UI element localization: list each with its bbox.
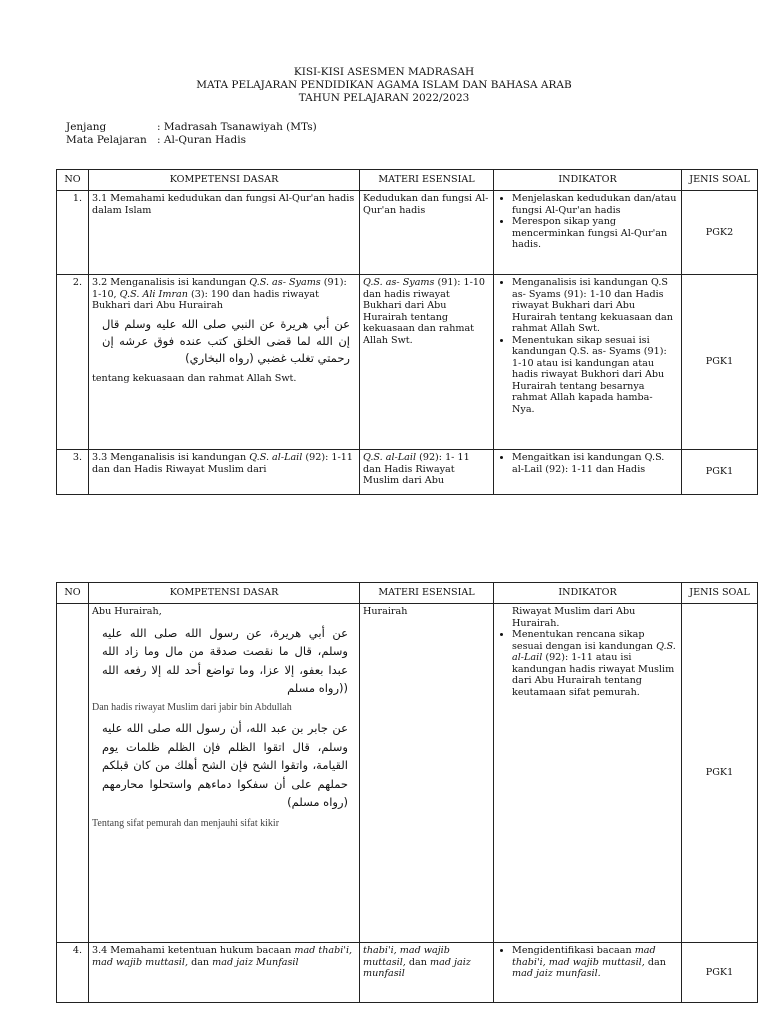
indikator-item bbox=[512, 945, 678, 980]
materi-term: mad jaiz munfasil bbox=[363, 956, 471, 979]
ind-text: dan bbox=[647, 956, 666, 968]
materi-cell: Hurairah bbox=[360, 604, 494, 943]
jenis-soal: PGK2 bbox=[682, 191, 758, 275]
materi-cell bbox=[360, 943, 494, 1003]
jenis-soal: PGK1 bbox=[682, 604, 758, 943]
kd-surah: Q.S. as- Syams bbox=[249, 277, 321, 288]
kd-surah: Q.S. Ali Imran bbox=[119, 288, 188, 300]
kd-text: 3.4 Memahami ketentuan hukum bacaan bbox=[92, 945, 292, 956]
table-row bbox=[57, 191, 758, 275]
kompetensi-cell bbox=[89, 604, 360, 943]
jenjang-value: : Madrasah Tsanawiyah (MTs) bbox=[157, 121, 317, 133]
col-jenis: JENIS SOAL bbox=[682, 583, 758, 604]
hadith-caption: Tentang sifat pemurah dan menjauhi sifat kikir bbox=[92, 817, 280, 829]
indikator-item: • Menganalisis isi kandungan Q.S as- Syams (91): 1-10 dan Hadis riwayat Bukhari dari Abu Hurairah tentang kekuasaan dan rahmat Allah Swt. bbox=[512, 277, 678, 335]
row-number: 3. bbox=[57, 450, 89, 495]
indikator-item: • Menjelaskan kedudukan dan/atau fungsi Al-Qur'an hadis bbox=[512, 193, 678, 216]
table-row bbox=[57, 604, 758, 943]
row-number: 4. bbox=[57, 943, 89, 1003]
indikator-item bbox=[512, 629, 678, 698]
indikator-cell bbox=[494, 275, 682, 450]
arabic-hadith: عن أبي هريرة عن النبي صلى الله عليه وسلم قال إن الله لما قضى الخلق كتب عنده فوق عرشه إن رحمتي تغلب غضبي (رواه البخاري) bbox=[102, 316, 350, 365]
jenjang-label: Jenjang bbox=[66, 121, 107, 133]
kisi-table-1 bbox=[56, 169, 758, 495]
kompetensi-cell bbox=[89, 450, 360, 495]
jenis-soal: PGK1 bbox=[682, 450, 758, 495]
mapel-label: Mata Pelajaran bbox=[66, 134, 147, 146]
hadith-caption: Dan hadis riwayat Muslim dari jabir bin Abdullah bbox=[92, 701, 292, 713]
indikator-item: • Merespon sikap yang mencerminkan fungsi Al-Qur'an hadis. bbox=[512, 216, 678, 251]
materi-text: dan bbox=[408, 956, 427, 968]
materi-cell: Kedudukan dan fungsi Al-Qur'an hadis bbox=[360, 191, 494, 275]
indikator-cell bbox=[494, 604, 682, 943]
jenis-soal: PGK1 bbox=[682, 943, 758, 1003]
title-line-1: KISI-KISI ASESMEN MADRASAH bbox=[293, 66, 475, 78]
arabic-hadith: عن أبي هريرة، عن رسول الله صلى الله عليه وسلم، قال ما نقصت صدقة من مال وما زاد الله عبدا بعفو، إلا عزا، وما تواضع أحد لله إلا رفعه الله ((رواه مسلم bbox=[102, 625, 348, 695]
col-jenis: JENIS SOAL bbox=[682, 170, 758, 191]
col-kompetensi: KOMPETENSI DASAR bbox=[89, 583, 360, 604]
materi-text: (91): 1-10 dan hadis riwayat Bukhari dari Abu Hurairah tentang kekuasaan dan rahmat Allah Swt. bbox=[363, 277, 486, 346]
col-no: NO bbox=[57, 170, 89, 191]
col-kompetensi: KOMPETENSI DASAR bbox=[89, 170, 360, 191]
kd-text: 3.3 Menganalisis isi kandungan bbox=[92, 452, 247, 463]
title-line-2: MATA PELAJARAN PENDIDIKAN AGAMA ISLAM DAN BAHASA ARAB bbox=[196, 79, 572, 91]
col-indikator: INDIKATOR bbox=[494, 170, 682, 191]
jenis-soal: PGK1 bbox=[682, 275, 758, 450]
kd-tail: tentang kekuasaan dan rahmat Allah Swt. bbox=[92, 372, 297, 384]
arabic-hadith: عن جابر بن عبد الله، أن رسول الله صلى الله عليه وسلم، قال اتقوا الظلم فإن الظلم ظلمات يوم القيامة، واتقوا الشح فإن الشح أهلك من كان قبلكم حملهم على أن سفكوا دماءهم واستحلوا محارمهم (رواه مسلم) bbox=[102, 721, 348, 809]
table-header-row bbox=[57, 583, 758, 604]
indikator-cell bbox=[494, 943, 682, 1003]
materi-term: thabi'i, mad wajib muttasil, bbox=[363, 945, 450, 968]
ind-term: mad thabi'i, mad wajib muttasil, bbox=[512, 945, 656, 968]
mapel-value: : Al-Quran Hadis bbox=[157, 134, 246, 146]
col-materi: MATERI ESENSIAL bbox=[360, 583, 494, 604]
indikator-cell bbox=[494, 191, 682, 275]
document-header bbox=[0, 66, 768, 105]
indikator-continued: Riwayat Muslim dari Abu Hurairah. bbox=[512, 606, 636, 629]
kompetensi-cell: 3.1 Memahami kedudukan dan fungsi Al-Qur'an hadis dalam Islam bbox=[89, 191, 360, 275]
ind-surah: Q.S. al-Lail bbox=[512, 640, 676, 663]
col-materi: MATERI ESENSIAL bbox=[360, 170, 494, 191]
ind-term: mad jaiz munfasil. bbox=[512, 968, 601, 979]
row-number: 2. bbox=[57, 275, 89, 450]
materi-surah: Q.S. as- Syams bbox=[363, 277, 435, 288]
materi-cell bbox=[360, 275, 494, 450]
row-number bbox=[57, 604, 89, 943]
col-no: NO bbox=[57, 583, 89, 604]
title-line-3: TAHUN PELAJARAN 2022/2023 bbox=[298, 92, 470, 104]
kd-text: (3): 190 dan hadis riwayat Bukhari dari Abu Hurairah bbox=[92, 288, 319, 311]
document-meta bbox=[66, 121, 317, 147]
table-header-row bbox=[57, 170, 758, 191]
kd-text: (91): 1-10, bbox=[92, 277, 347, 300]
kd-text: Abu Hurairah, bbox=[92, 606, 162, 617]
ind-text: Menentukan rencana sikap sesuai dengan isi kandungan bbox=[512, 629, 653, 652]
row-number: 1. bbox=[57, 191, 89, 275]
table-row bbox=[57, 275, 758, 450]
indikator-cell bbox=[494, 450, 682, 495]
kompetensi-cell bbox=[89, 275, 360, 450]
kd-text: dan bbox=[191, 956, 210, 968]
table-row bbox=[57, 450, 758, 495]
col-indikator: INDIKATOR bbox=[494, 583, 682, 604]
materi-cell bbox=[360, 450, 494, 495]
table-row bbox=[57, 943, 758, 1003]
kd-surah: Q.S. al-Lail bbox=[249, 452, 303, 463]
ind-text: Mengidentifikasi bacaan bbox=[512, 945, 632, 956]
indikator-item: • Mengaitkan isi kandungan Q.S. al-Lail (92): 1-11 dan Hadis bbox=[512, 452, 678, 475]
materi-surah: Q.S. al-Lail bbox=[363, 452, 417, 463]
kisi-table-2 bbox=[56, 582, 758, 1003]
ind-text: (92): 1-11 atau isi kandungan hadis riwayat Muslim dari Abu Hurairah tentang keutamaan sifat pemurah. bbox=[512, 652, 675, 698]
kompetensi-cell bbox=[89, 943, 360, 1003]
kd-term: mad thabi'i, mad wajib muttasil, bbox=[92, 945, 353, 968]
kd-text: 3.2 Menganalisis isi kandungan bbox=[92, 277, 247, 288]
kd-term: mad jaiz Munfasil bbox=[212, 956, 299, 968]
materi-text: (92): 1- 11 dan Hadis Riwayat Muslim dari Abu bbox=[363, 452, 470, 486]
kd-text: (92): 1-11 dan dan Hadis Riwayat Muslim dari bbox=[92, 452, 353, 475]
indikator-item: • Menentukan sikap sesuai isi kandungan Q.S. as- Syams (91): 1-10 atau isi kandungan atau hadis riwayat Bukhori dari Abu Hurairah tentang besarnya rahmat Allah kapada hamba- Nya. bbox=[512, 335, 678, 416]
